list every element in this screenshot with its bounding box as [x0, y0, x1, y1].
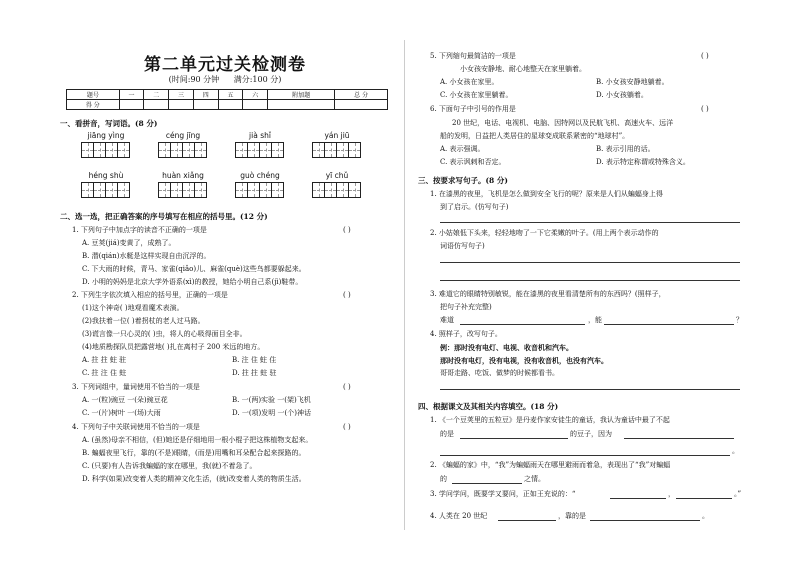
writing-grid[interactable] [312, 142, 360, 158]
score-cell[interactable] [193, 100, 218, 110]
option: A. 表示强调。 [440, 145, 485, 153]
score-cell[interactable] [268, 100, 335, 110]
option: C. 表示讽刺和否定。 [440, 158, 506, 166]
question-stem: 2. 小姑娘低下头来，轻轻地吻了一下它柔嫩的叶子。(用上两个表示动作的 [430, 229, 659, 237]
answer-line[interactable] [440, 389, 740, 390]
sub-item: (1)这个神奇( )地观看魔术表演。 [82, 304, 184, 312]
fill-mid: ， [668, 490, 675, 498]
fill-mid: ，靠的是 [558, 512, 586, 520]
option: B. 表示引用的话。 [596, 145, 655, 153]
answer-line[interactable] [498, 520, 556, 521]
total-score: 满分:100 分) [233, 75, 282, 84]
pinyin-label: huàn xiǎng [162, 171, 204, 180]
answer-line[interactable] [460, 438, 568, 439]
fill-end: 之情。 [524, 475, 545, 483]
score-cell[interactable] [335, 100, 388, 110]
question-stem: 1. 在漆黑的夜里，飞机是怎么做到安全飞行的呢？原来是人们从蝙蝠身上得 [430, 190, 663, 198]
option: A. 拄 拄 蛀 驻 [82, 356, 127, 364]
question-stem: 1. 《一个豆荚里的五粒豆》是丹麦作家安徒生的童话，我认为童话中最了不起 [430, 416, 670, 424]
question-stem: 4. 下列句子中关联词使用不恰当的一项是 [72, 423, 200, 431]
example-sentence: 例：那时没有电灯、电视、收音机和汽车。 [440, 343, 573, 352]
score-header-cell: 五 [218, 90, 243, 100]
answer-line[interactable] [610, 498, 666, 499]
pinyin-label: yán jiū [324, 131, 350, 140]
option: D. 小女孩躺着。 [596, 91, 648, 99]
score-header-cell: 题号 [67, 90, 120, 100]
fill-end: 。 [732, 447, 739, 455]
score-cell[interactable] [218, 100, 243, 110]
question-stem: 6. 下面句子中引号的作用是 [430, 105, 516, 113]
score-header-cell: 三 [169, 90, 194, 100]
sub-item: (4)地质勘探队员把露营地( )扎在离村子 200 米远的地方。 [82, 343, 265, 351]
answer-line[interactable] [440, 222, 740, 223]
option: A. 豆荚(jiá)变黄了，成熟了。 [82, 239, 176, 247]
score-header-cell: 六 [243, 90, 268, 100]
score-header-cell: 总 分 [335, 90, 388, 100]
option: B. 一(两)实验 一(架)飞机 [232, 396, 311, 404]
option: D. 表示特定称谓或特殊含义。 [596, 158, 690, 166]
option: D. 科学(如果)改变着人类的精神文化生活，(就)改变着人类的物质生活。 [82, 475, 306, 483]
fill-end: ？ [736, 316, 743, 324]
page-title: 第二单元过关检测卷 [144, 55, 306, 75]
question-stem: 2. 下列生字依次填入相应的括号里，正确的一项是 [72, 291, 228, 299]
section-2-heading: 二、选一选，把正确答案的序号填写在相应的括号里。(12 分) [60, 212, 268, 221]
section-4-heading: 四、根据课文及其相关内容填空。(18 分) [418, 402, 559, 411]
option: B. 小女孩安静地躺着。 [596, 78, 669, 86]
writing-grid[interactable] [235, 182, 283, 198]
answer-line[interactable] [460, 324, 585, 325]
answer-line[interactable] [440, 262, 740, 263]
option: C. 拄 注 住 蛀 [82, 369, 127, 377]
pinyin-label: guò chéng [240, 171, 280, 180]
question-stem: 1. 下列句子中加点字的读音不正确的一项是 [72, 226, 207, 234]
pinyin-label: jiāng yìng [87, 131, 125, 140]
score-header-cell: 二 [144, 90, 169, 100]
score-cell[interactable] [144, 100, 169, 110]
score-cell[interactable] [169, 100, 194, 110]
answer-paren[interactable]: ( ) [343, 383, 351, 391]
answer-paren[interactable]: ( ) [701, 52, 709, 60]
pinyin-label: héng shù [88, 171, 124, 180]
question-stem: 4. 照样子，改写句子。 [430, 330, 502, 338]
score-table [66, 89, 388, 110]
pinyin-label: jià shǐ [249, 131, 271, 140]
answer-paren[interactable]: ( ) [343, 423, 351, 431]
option: C. (只要)有人告诉我蝙蝠的家在哪里，我(就)不着急了。 [82, 462, 257, 470]
score-header-cell: 四 [193, 90, 218, 100]
answer-line[interactable] [590, 520, 700, 521]
question-stem: 3. 难道它的眼睛特别敏锐，能在漆黑的夜里看清楚所有的东西吗？(照样子， [430, 290, 666, 298]
fill-mid: ，能 [588, 316, 602, 324]
option: B. 潜(qián)水艇是这样实现自由沉浮的。 [82, 252, 211, 260]
answer-line[interactable] [676, 498, 732, 499]
fill-prefix: 难道 [440, 316, 454, 324]
answer-line[interactable] [440, 280, 740, 281]
fill-end: 。 [702, 512, 709, 520]
option: B. 注 住 蛀 住 [232, 356, 277, 364]
option: C. 小女孩在家里躺着。 [440, 91, 513, 99]
example-sentence: 那时没有电灯，没有电视，没有收音机，也没有汽车。 [440, 356, 608, 365]
option: C. 一(片)树叶 一(场)大雨 [82, 409, 161, 417]
writing-grid[interactable] [81, 142, 129, 158]
question-stem: 3. 学问学问，既要学又要问，正如王充说的：“ [430, 490, 576, 498]
question-stem-cont: 到了启示。(仿写句子) [440, 203, 509, 211]
section-1-heading: 一、看拼音，写词语。(8 分) [60, 119, 158, 128]
score-cell[interactable] [243, 100, 268, 110]
writing-grid[interactable] [81, 182, 129, 198]
sub-item: (3)谎言像一只心灵的( )虫，将人的心吸得面目全非。 [82, 330, 247, 338]
question-stem: 4. 人类在 20 世纪 [430, 512, 488, 520]
answer-line[interactable] [624, 438, 734, 439]
option: D. 一(项)发明 一(个)神话 [232, 409, 311, 417]
answer-line[interactable] [604, 324, 734, 325]
option: A. 一(粒)豌豆 一(朵)豌豆花 [82, 396, 168, 404]
column-divider [404, 40, 405, 530]
score-table-value-row [67, 100, 388, 110]
pinyin-label: céng jīng [165, 131, 201, 140]
option: C. 下大雨的时候，青马、家雀(qiǎo)儿、麻雀(què)这些鸟都要躲起来。 [82, 265, 306, 273]
fill-mid: 的豆子，因为 [570, 430, 612, 438]
option: D. 拄 拄 蛀 驻 [232, 369, 277, 377]
sub-item: (2)我扶着一位( )着拐杖的老人过马路。 [82, 317, 205, 325]
score-table-header-row [67, 90, 388, 100]
score-header-cell: 附加题 [268, 90, 335, 100]
question-stem: 3. 下列词组中，量词使用不恰当的一项是 [72, 383, 200, 391]
option: B. 蝙蝠夜里飞行，靠的(不是)眼睛，(而是)用嘴和耳朵配合起来探路的。 [82, 449, 306, 457]
answer-paren[interactable]: ( ) [343, 291, 351, 299]
section-3-heading: 三、按要求写句子。(8 分) [418, 176, 508, 185]
question-stem: 5. 下列缩句最简洁的一项是 [430, 52, 516, 60]
target-sentence: 哥哥走路、吃饭、做梦的时候都看书。 [440, 369, 559, 377]
writing-grid[interactable] [158, 142, 206, 158]
fill-prefix: 的 [440, 475, 447, 483]
answer-line[interactable] [452, 483, 522, 484]
question-stem-cont: 词语仿写句子) [440, 242, 485, 250]
example-sentence: 小女孩安静地、耐心地整天在家里躺着。 [460, 65, 586, 73]
passage-line: 船的发明，日益把人类居住的星球变成联系紧密的“地球村”。 [440, 132, 630, 140]
answer-paren[interactable]: ( ) [701, 105, 709, 113]
answer-line[interactable] [440, 455, 730, 456]
fill-end: 。” [734, 490, 742, 498]
writing-grid[interactable] [158, 182, 206, 198]
option: A. 小女孩在家里。 [440, 78, 499, 86]
writing-grid[interactable] [235, 142, 283, 158]
option: D. 小明的妈妈是北京大学外语系(xì)的教授，她给小明自己系(jì)鞋带。 [82, 278, 303, 286]
passage-line: 20 世纪，电话、电视机、电脑、因特网以及民航飞机、高速火车、远洋 [452, 119, 674, 127]
score-row-label: 得 分 [67, 100, 120, 110]
score-header-cell: 一 [119, 90, 144, 100]
pinyin-label: yī chǔ [325, 171, 349, 180]
answer-paren[interactable]: ( ) [343, 226, 351, 234]
fill-prefix: 的是 [440, 430, 454, 438]
question-stem: 2. 《蝙蝠的家》中，“我”为蝙蝠雨天在哪里避雨而着急，表现出了“我”对蝙蝠 [430, 461, 671, 469]
time-limit: (时间:90 分钟 [168, 75, 220, 84]
writing-grid[interactable] [312, 182, 360, 198]
option: A. (虽然)母亲不相信，(但)她还是仔细地用一根小棍子把这株植物支起来。 [82, 436, 313, 444]
question-stem-cont: 把句子补充完整) [440, 303, 492, 311]
exam-meta [60, 74, 390, 85]
score-cell[interactable] [119, 100, 144, 110]
